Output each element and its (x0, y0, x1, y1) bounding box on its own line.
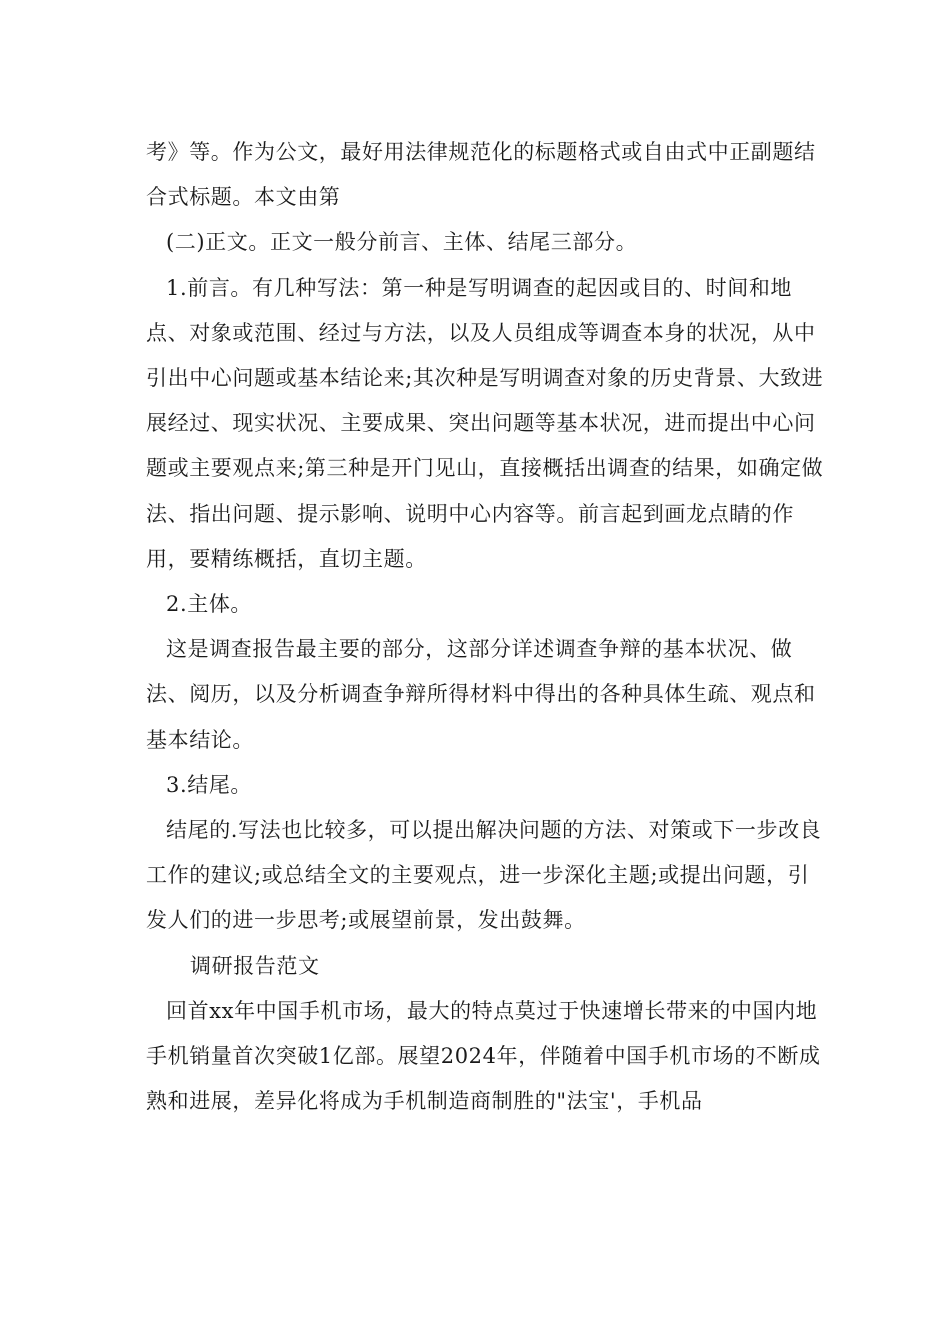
section-title: 调研报告范文 (190, 953, 320, 978)
paragraph-sample-report: 回首xx年中国手机市场，最大的特点莫过于快速增长带来的中国内地手机销量首次突破1亿部。展望2024年，伴随着中国手机市场的不断成熟和进展，差异化将成为手机制造商制胜的"法宝'，手机品 (146, 998, 821, 1114)
paragraph-main-text-heading: (二)正文。正文一般分前言、主体、结尾三部分。 (166, 230, 638, 255)
paragraph-ending-description: 结尾的.写法也比较多，可以提出解决问题的方法、对策或下一步改良工作的建议;或总结全文的主要观点，进一步深化主题;或提出问题，引发人们的进一步思考;或展望前景，发出鼓舞。 (146, 818, 822, 933)
paragraph-body-description: 这是调查报告最主要的部分，这部分详述调查争辩的基本状况、做法、阅历，以及分析调查争辩所得材料中得出的各种具体生疏、观点和基本结论。 (146, 637, 816, 752)
document-body (146, 130, 826, 1124)
paragraph-title-note: 考》等。作为公文，最好用法律规范化的标题格式或自由式中正副题结合式标题。本文由第 (146, 140, 816, 210)
paragraph-ending-heading: 3.结尾。 (166, 772, 253, 797)
paragraph-preface: 1.前言。有几种写法：第一种是写明调查的起因或目的、时间和地点、对象或范围、经过与方法，以及人员组成等调查本身的状况，从中引出中心问题或基本结论来;其次种是写明调查对象的历史背景、大致进展经过、现实状况、主要成果、突出问题等基本状况，进而提出中心问题或主要观点来;第三种是开门见山，直接概括出调查的结果，如确定做法、指出问题、提示影响、说明中心内容等。前言起到画龙点睛的作用，要精练概括，直切主题。 (146, 275, 824, 571)
paragraph-body-heading: 2.主体。 (166, 592, 253, 617)
